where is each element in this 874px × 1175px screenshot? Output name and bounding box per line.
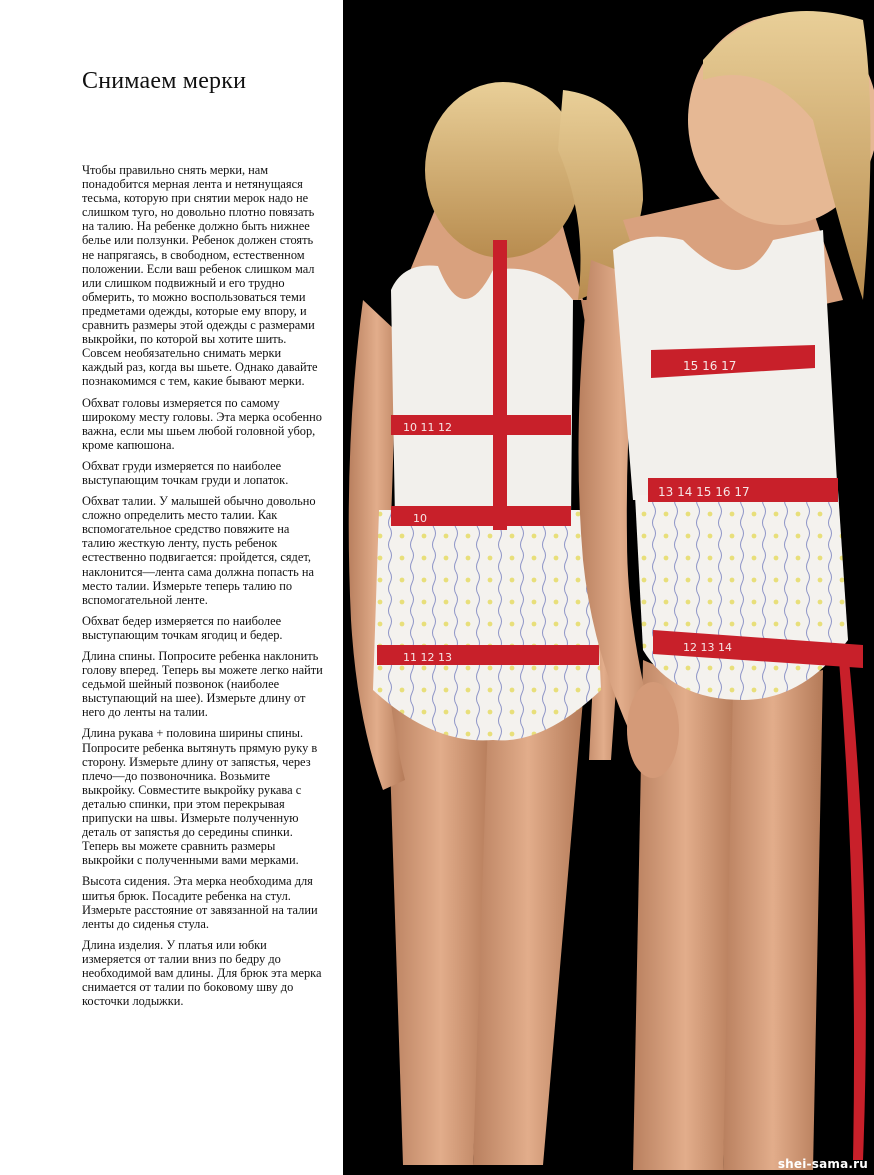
section-hip-circumference: [82, 614, 324, 642]
section-term: Обхват бедер: [82, 613, 152, 628]
section-head-circumference: [82, 396, 324, 452]
section-text: измеряется по самому широкому месту головы. Эта мерка особенно важна, если мы шьем любой головной убор, кроме капюшона.: [82, 395, 322, 452]
photo-illustration: [343, 0, 874, 1175]
left-chest-tape-numbers: 10 11 12: [403, 421, 452, 434]
section-garment-length: [82, 938, 324, 1008]
watermark: shei-sama.ru: [777, 1157, 868, 1171]
left-girl-briefs: [373, 510, 601, 740]
left-girl-right-leg: [473, 700, 583, 1165]
photo-two-girls-measuring: [343, 0, 874, 1175]
right-girl-hand: [627, 682, 679, 778]
section-waist-circumference: [82, 494, 324, 607]
left-girl-back-tape: [493, 240, 507, 530]
left-girl-head: [425, 82, 581, 258]
left-hip-tape-numbers: 11 12 13: [403, 651, 452, 664]
section-back-length: [82, 649, 324, 719]
right-girl-briefs: [635, 490, 848, 700]
section-term: Обхват головы: [82, 395, 160, 410]
left-waist-tape-numbers: 10: [413, 512, 427, 525]
section-term: Обхват груди: [82, 458, 152, 473]
section-sleeve-length: [82, 726, 324, 867]
section-text: Попросите ребенка наклонить голову вперед. Теперь вы можете легко найти седьмой шейный позвонок (наиболее выступающий на шее). Измерьте длину от него до ленты на талии.: [82, 649, 323, 720]
section-text: У малышей обычно довольно сложно определить место талии. Как вспомогательное средство повяжите на талию жесткую ленту, пусть ребенок естественно подвигается: пройдется, сядет, наклонится—лента сама должна попасть на место талии. Измерьте теперь талию по вспомогательной ленте.: [82, 494, 316, 607]
right-waist-tape-numbers: 13 14 15 16 17: [658, 485, 750, 499]
right-hip-tape-numbers: 12 13 14: [683, 641, 732, 654]
page-title: Снимаем мерки: [82, 68, 247, 94]
section-text: У платья или юбки измеряется от талии вниз по бедру до необходимой вам длины. Для брюк эта мерка снимается от талии по боковому шву до косточки лодыжки.: [82, 937, 322, 1009]
section-term: Обхват талии.: [82, 494, 157, 509]
intro-paragraph: Чтобы правильно снять мерки, нам понадобится мерная лента и нетянущаяся тесьма, которую при снятии мерок надо не слишком туго, но довольно плотно повязать на талию. На ребенке должно быть нижнее белье или ползунки. Ребенок должен стоять не напрягаясь, в свободном, естественном положении. Если ваш ребенок слишком мал или слишком подвижный и его трудно обмерить, то можно воспользоваться теми предметами одежды, которые ему впору, и сравнить размеры этой одежды с размерами выкройки, по которой вы хотите шить. Совсем необязательно снимать мерки каждый раз, когда вы шьете. Однако давайте познакомимся с тем, какие бывают мерки.: [82, 163, 318, 389]
hanging-tape-end: [839, 650, 866, 1160]
section-text: измеряется по наиболее выступающим точкам ягодиц и бедер.: [82, 613, 283, 642]
section-text: Эта мерка необходима для шитья брюк. Посадите ребенка на стул. Измерьте расстояние от завязанной на талии ленты до сиденья стула.: [82, 874, 318, 931]
right-girl-back-leg: [723, 670, 823, 1170]
left-girl-tank-top: [391, 266, 573, 521]
section-chest-circumference: [82, 459, 324, 487]
section-term: Высота сидения.: [82, 874, 171, 889]
section-seat-height: [82, 874, 324, 930]
right-chest-tape-numbers: 15 16 17: [683, 359, 737, 373]
article-body: [82, 163, 324, 1015]
section-term: Длина изделия.: [82, 937, 164, 952]
section-text: измеряется по наиболее выступающим точкам груди и лопаток.: [82, 458, 289, 487]
section-term: Длина рукава + половина ширины спины.: [82, 726, 304, 741]
section-text: Попросите ребенка вытянуть прямую руку в сторону. Измерьте длину от запястья, через плечо—до позвоночника. Возьмите выкройку. Совместите выкройку рукава с деталью спинки, при этом перекрывая припуски на швы. Измерьте полученную деталь от запястья до середины спинки. Теперь вы можете сравнить размеры выкройки с полученными вами мерками.: [82, 740, 318, 868]
section-term: Длина спины.: [82, 649, 156, 663]
